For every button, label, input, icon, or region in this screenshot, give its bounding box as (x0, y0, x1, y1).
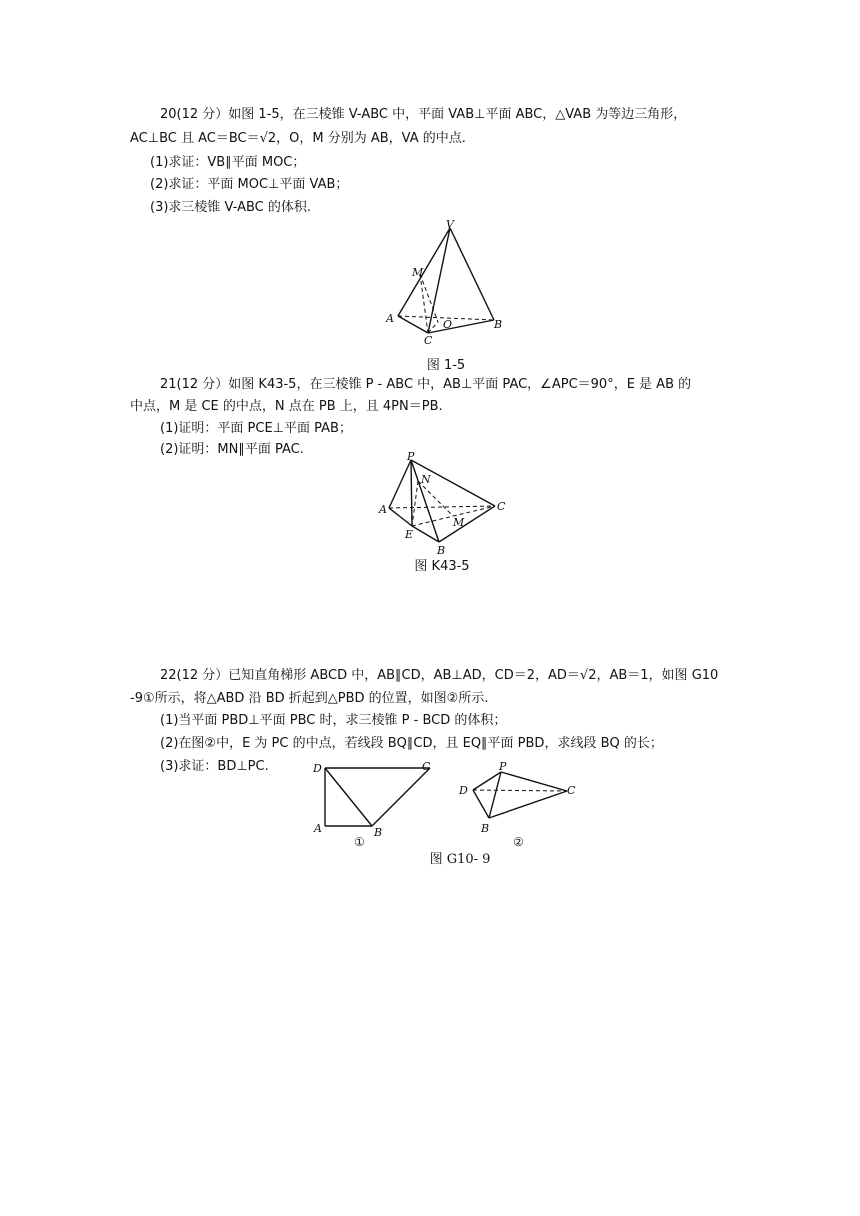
label-d: D (459, 784, 468, 797)
figure-caption-k43-5: 图 K43-5 (414, 559, 470, 574)
q21-part1: (1)证明：平面 PCE⊥平面 PAB； (160, 421, 352, 436)
label-a: A (386, 312, 394, 325)
label-c: C (422, 760, 431, 773)
label-e: E (405, 528, 414, 541)
q20-part2: (2)求证：平面 MOC⊥平面 VAB； (150, 177, 349, 192)
q22-part1: (1)当平面 PBD⊥平面 PBC 时，求三棱锥 P - BCD 的体积； (160, 713, 507, 728)
label-b: B (494, 318, 503, 331)
subfigure-label-2: ② (513, 835, 524, 849)
label-a: A (379, 503, 387, 516)
label-c: C (424, 334, 433, 347)
figure-right-trapezoid-abcd (310, 756, 440, 852)
q22-part2: (2)在图②中，E 为 PC 的中点，若线段 BQ∥CD，且 EQ∥平面 PBD，求线段 BQ 的长； (160, 736, 663, 751)
label-b: B (437, 544, 446, 557)
label-c: C (567, 784, 576, 797)
label-p: P (407, 450, 415, 463)
q21-line2: 中点，M 是 CE 的中点，N 点在 PB 上，且 4PN＝PB. (130, 399, 443, 414)
q21-line1: 21(12 分）如图 K43-5，在三棱锥 P - ABC 中，AB⊥平面 PAC，∠APC＝90°，E 是 AB 的 (160, 377, 692, 392)
q22-line1: 22(12 分）已知直角梯形 ABCD 中，AB∥CD，AB⊥AD，CD＝2，AD＝√2，AB＝1，如图 G10 (160, 668, 719, 683)
subfigure-label-1: ① (354, 835, 365, 849)
label-a: A (314, 822, 322, 835)
label-o: O (443, 318, 453, 331)
label-v: V (446, 218, 454, 231)
label-m: M (412, 266, 424, 279)
label-m: M (453, 516, 465, 529)
label-n: N (421, 473, 431, 486)
q20-line1: 20(12 分）如图 1-5，在三棱锥 V-ABC 中，平面 VAB⊥平面 ABC，△VAB 为等边三角形， (160, 107, 687, 122)
label-b: B (374, 826, 383, 839)
figure-caption-g10-9: 图 G10- 9 (429, 852, 491, 867)
figure-caption-1-5: 图 1-5 (426, 358, 466, 373)
q21-part2: (2)证明：MN∥平面 PAC. (160, 442, 304, 457)
label-d: D (313, 762, 322, 775)
label-b: B (481, 822, 490, 835)
q20-line2: AC⊥BC 且 AC＝BC＝√2，O，M 分别为 AB，VA 的中点. (130, 131, 466, 146)
label-c: C (497, 500, 506, 513)
figure-tetrahedron-vabc (382, 218, 512, 348)
q22-part3: (3)求证：BD⊥PC. (160, 759, 269, 774)
figure-tetrahedron-pabc (375, 448, 515, 558)
label-p: P (499, 760, 507, 773)
q20-part1: (1)求证：VB∥平面 MOC； (150, 155, 306, 170)
q20-part3: (3)求三棱锥 V-ABC 的体积. (150, 200, 312, 215)
q22-line2: -9①所示，将△ABD 沿 BD 折起到△PBD 的位置，如图②所示. (130, 691, 489, 706)
figure-folded-tetrahedron-pbcd (455, 758, 585, 850)
